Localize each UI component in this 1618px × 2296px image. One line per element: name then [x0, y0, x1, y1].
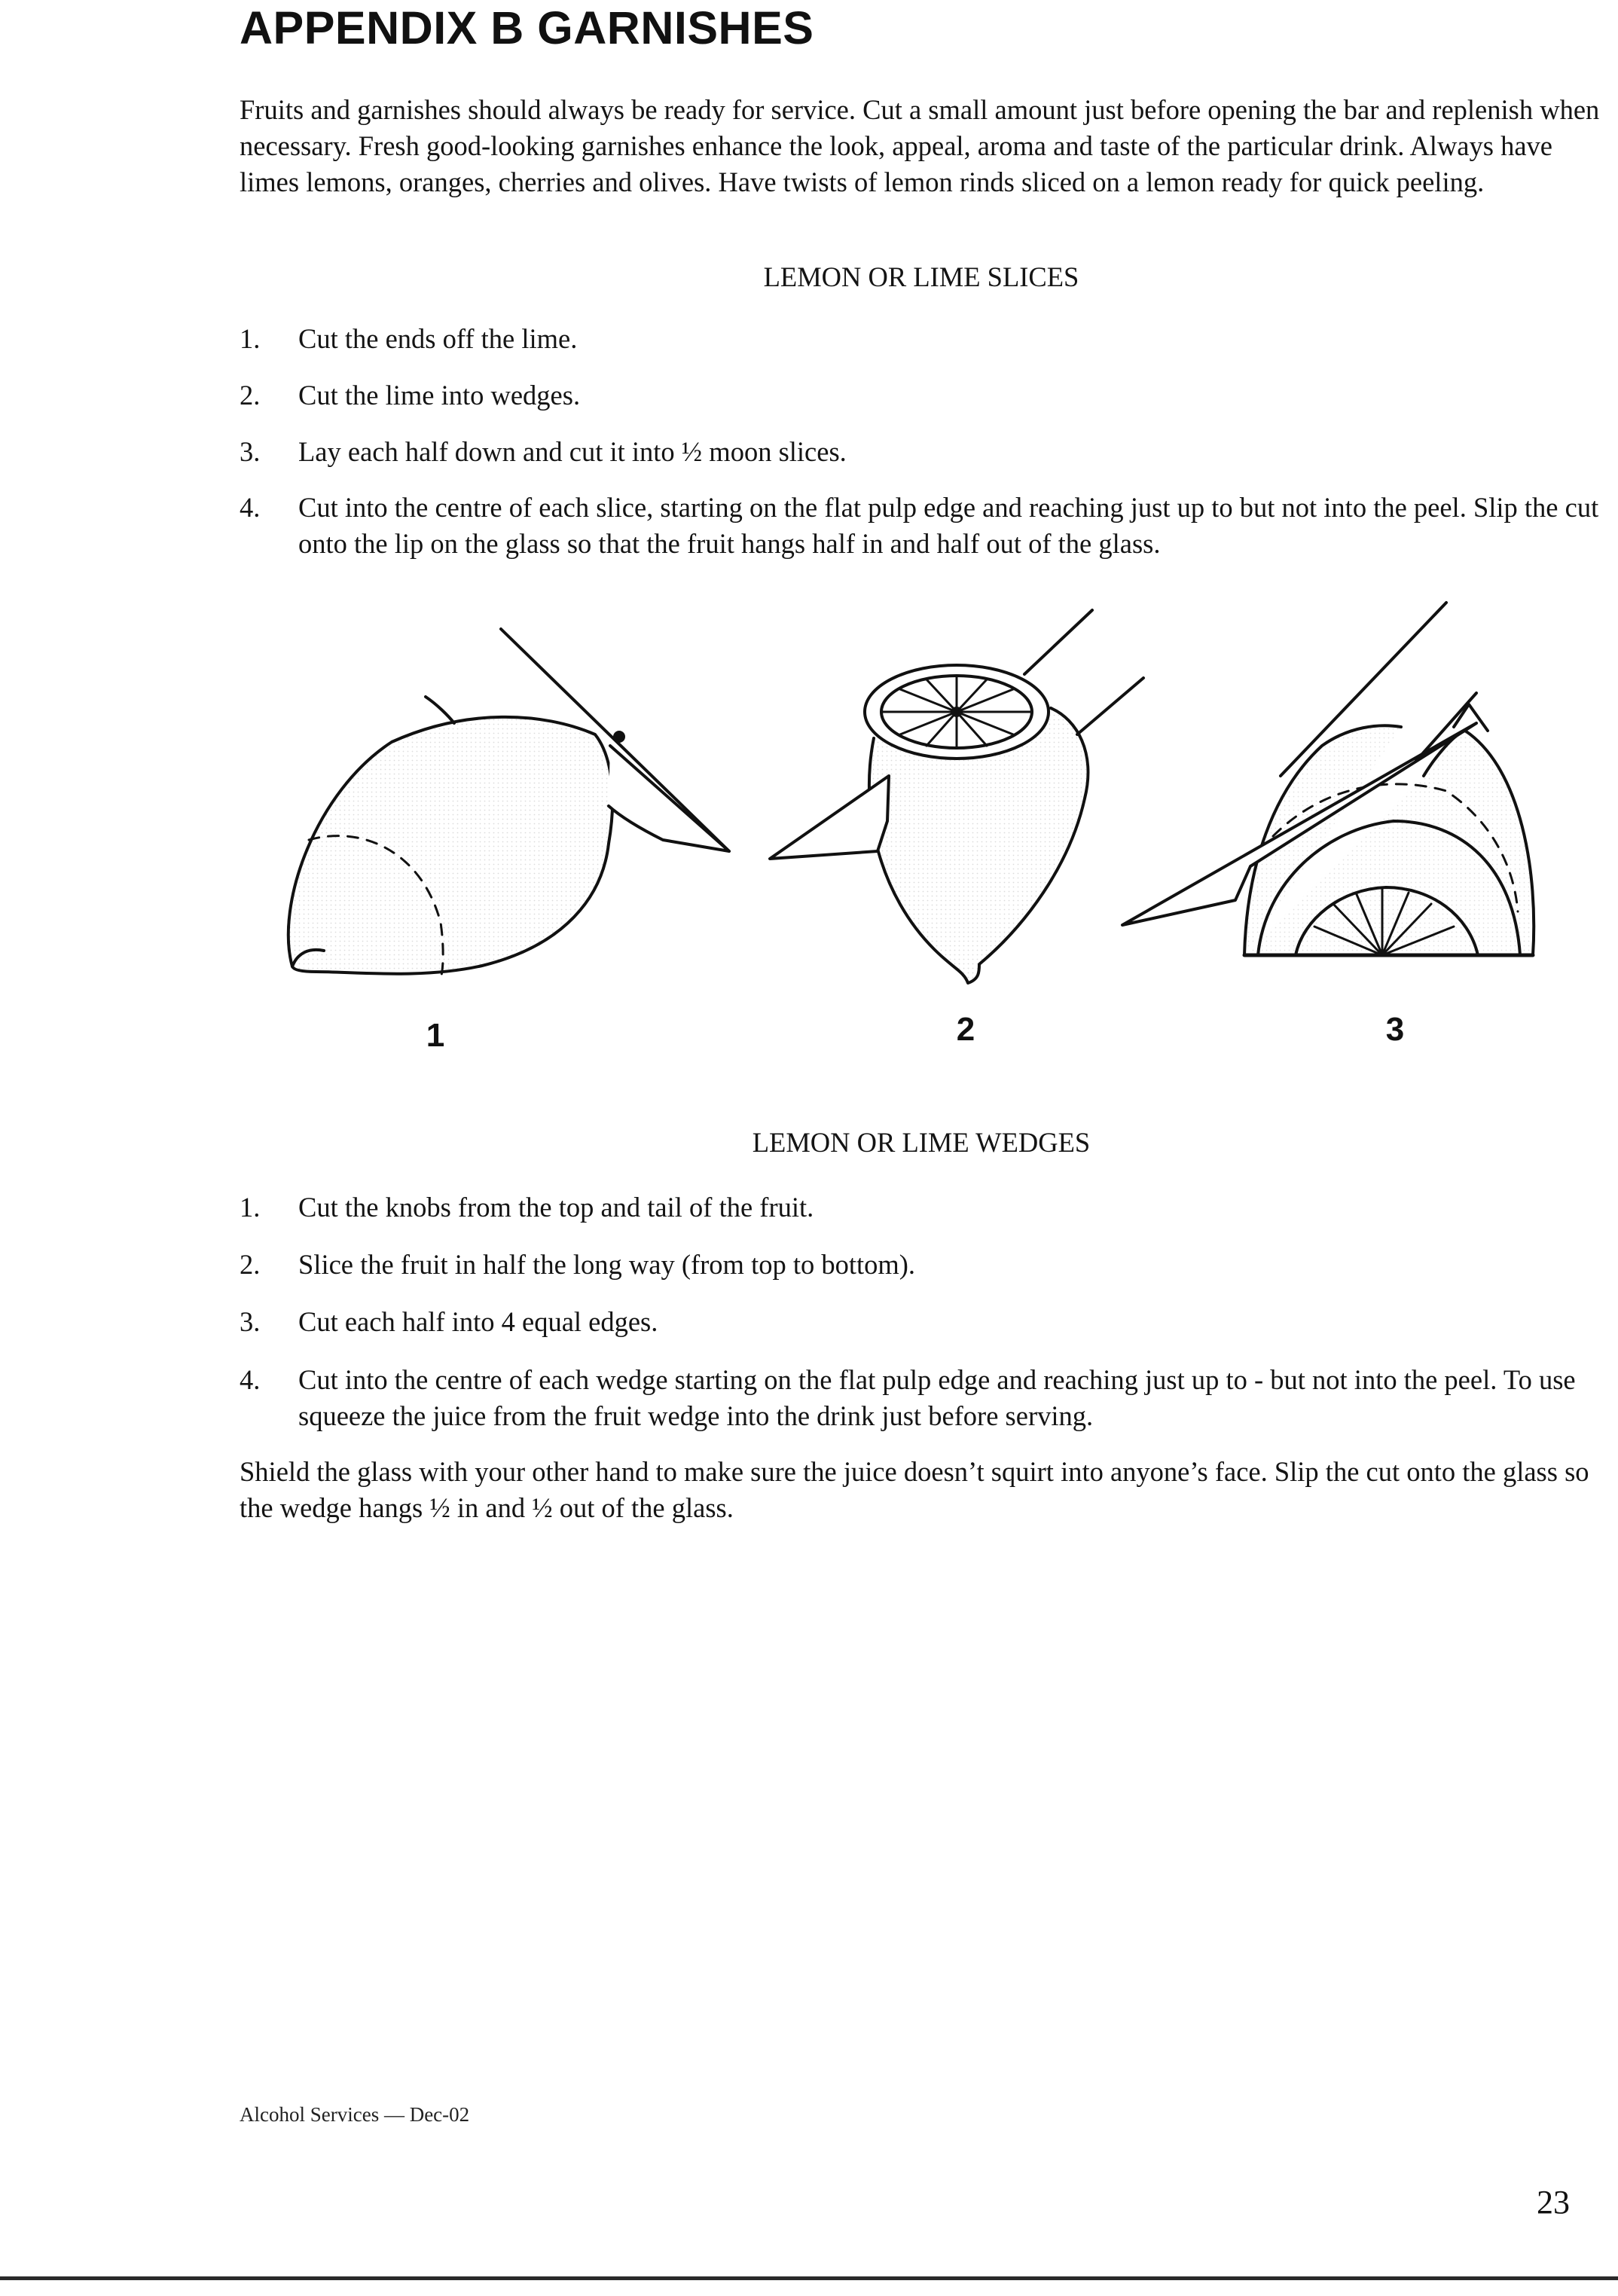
step-text: Cut each half into 4 equal edges. — [298, 1306, 658, 1337]
knife-rivet — [615, 732, 624, 741]
figure-label-2: 2 — [956, 1011, 975, 1048]
closing-paragraph: Shield the glass with your other hand to make sure the juice doesn’t squirt into anyone’s face. Slip the cut onto the glass so the wedge hangs ½ in and ½ out of the glass. — [240, 1456, 1589, 1523]
step-number: 2. — [240, 380, 261, 411]
intro-paragraph: Fruits and garnishes should always be ready for service. Cut a small amount just before opening the bar and replenish when necessary. Fresh good-looking garnishes enhance the look, appeal, aroma and taste of the particular drink. Always have limes lemons, oranges, cherries and olives. Have twists of lemon rinds sliced on a lemon ready for quick peeling. — [240, 94, 1600, 197]
step-text: Cut the lime into wedges. — [298, 380, 581, 411]
step-text: Lay each half down and cut it into ½ moon slices. — [298, 436, 847, 467]
figure-3-half-lemon-drawing — [1122, 603, 1534, 955]
lemon-outline — [288, 717, 612, 974]
slices-heading: LEMON OR LIME SLICES — [763, 261, 1079, 292]
footer-text: Alcohol Services — Dec-02 — [240, 2103, 470, 2126]
page-title: APPENDIX B GARNISHES — [240, 2, 814, 53]
step-text: Cut the knobs from the top and tail of the fruit. — [298, 1192, 814, 1223]
step-text: Slice the fruit in half the long way (from top to bottom). — [298, 1249, 916, 1280]
figure-2-sliced-top-drawing — [770, 610, 1143, 983]
lemon-top-stem — [426, 697, 454, 723]
step-number: 3. — [240, 1306, 261, 1337]
knife-blade — [770, 776, 889, 859]
step-number: 1. — [240, 323, 261, 354]
figure-label-1: 1 — [426, 1017, 445, 1054]
step-text: Cut into the centre of each wedge starting on the flat pulp edge and reaching just up to - but not into the peel. To use squeeze the juice from the fruit wedge into the drink just before serving. — [298, 1364, 1576, 1431]
wedges-heading: LEMON OR LIME WEDGES — [752, 1127, 1091, 1158]
step-number: 4. — [240, 1364, 261, 1395]
step-text: Cut into the centre of each slice, starting on the flat pulp edge and reaching just up to but not into the peel. Slip the cut onto the lip on the glass so that the fruit hangs half in and half out of the glass. — [298, 492, 1599, 559]
step-text: Cut the ends off the lime. — [298, 323, 578, 354]
page-number: 23 — [1537, 2184, 1570, 2221]
figure-1-whole-lemon-drawing — [288, 629, 729, 975]
knife-line-lower — [1077, 678, 1143, 734]
step-number: 1. — [240, 1192, 261, 1223]
bottom-rule — [0, 2276, 1618, 2280]
step-number: 3. — [240, 436, 261, 467]
step-number: 4. — [240, 492, 261, 523]
knife-line-upper — [1024, 610, 1092, 674]
slice-center — [953, 708, 960, 716]
step-number: 2. — [240, 1249, 261, 1280]
figure-label-3: 3 — [1385, 1011, 1405, 1048]
